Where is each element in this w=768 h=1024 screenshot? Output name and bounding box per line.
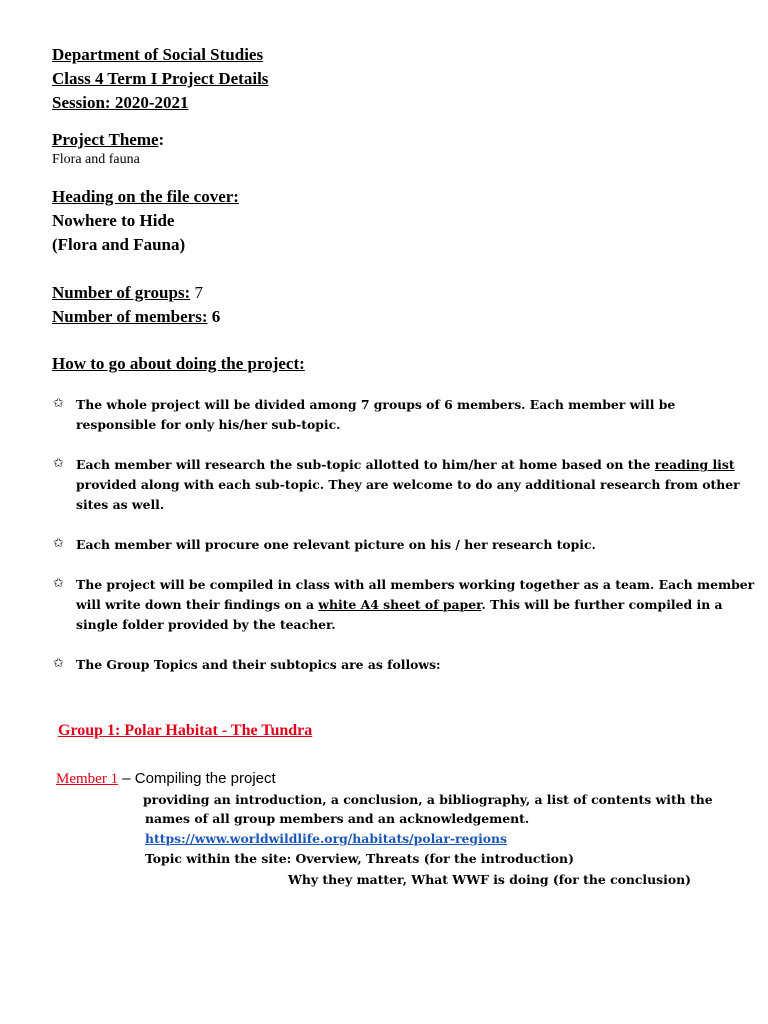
bullet-4-line1: The project will be compiled in class with all members working together as a team. Each member <box>76 577 755 592</box>
member-1-desc-line1: providing an introduction, a conclusion, a bibliography, a list of contents with the <box>143 792 713 807</box>
star-outline-icon: ✩ <box>53 456 64 471</box>
star-outline-icon: ✩ <box>53 536 64 551</box>
bullet-2-text: Each member will research the sub-topic allotted to him/her at home based on the <box>76 457 655 472</box>
bullet-4-line2 <box>76 595 723 615</box>
project-theme-heading <box>52 130 164 150</box>
bullet-2-line1 <box>76 455 735 475</box>
a4-sheet-underline: white A4 sheet of paper <box>318 597 482 612</box>
member-1-topics-line1: Topic within the site: Overview, Threats (for the introduction) <box>145 851 574 866</box>
project-theme-colon: : <box>158 130 165 149</box>
project-theme-label: Project Theme <box>52 130 159 149</box>
project-theme-value: Flora and fauna <box>52 152 140 167</box>
member-1-desc-line2: names of all group members and an acknowledgement. <box>145 811 530 826</box>
bullet-5-line1: The Group Topics and their subtopics are as follows: <box>76 657 441 672</box>
class-term-title: Class 4 Term I Project Details <box>52 69 269 88</box>
members-count-value: 6 <box>211 307 221 326</box>
member-1-topics-line2: Why they matter, What WWF is doing (for the conclusion) <box>288 872 691 887</box>
groups-count-line <box>52 283 203 303</box>
howto-heading: How to go about doing the project: <box>52 354 305 373</box>
groups-count-label: Number of groups: <box>52 283 191 302</box>
bullet-1-line2: responsible for only his/her sub-topic. <box>76 417 341 432</box>
member-1-line <box>56 769 276 788</box>
wwf-polar-link[interactable]: https://www.worldwildlife.org/habitats/polar-regions <box>145 831 508 846</box>
members-count-label: Number of members: <box>52 307 208 326</box>
department-title: Department of Social Studies <box>52 45 264 64</box>
group-1-title: Group 1: Polar Habitat - The Tundra <box>58 722 313 739</box>
cover-heading-line1: Nowhere to Hide <box>52 211 175 230</box>
bullet-2-line3: sites as well. <box>76 497 165 512</box>
bullet-4-text-pre: will write down their findings on a <box>76 597 319 612</box>
session-title: Session: 2020-2021 <box>52 93 189 112</box>
star-outline-icon: ✩ <box>53 656 64 671</box>
bullet-3-line1: Each member will procure one relevant picture on his / her research topic. <box>76 537 596 552</box>
bullet-4-line3: single folder provided by the teacher. <box>76 617 336 632</box>
member-1-task: – Compiling the project <box>118 770 276 787</box>
bullet-1-line1: The whole project will be divided among 7 groups of 6 members. Each member will be <box>76 397 676 412</box>
star-outline-icon: ✩ <box>53 396 64 411</box>
groups-count-value: 7 <box>194 283 203 302</box>
member-1-label: Member 1 <box>56 771 119 787</box>
cover-heading-line2: (Flora and Fauna) <box>52 235 186 254</box>
reading-list-link: reading list <box>654 457 735 472</box>
cover-heading-label: Heading on the file cover: <box>52 187 239 206</box>
members-count-line <box>52 307 220 327</box>
bullet-2-line2: provided along with each sub-topic. They are welcome to do any additional research from other <box>76 477 740 492</box>
bullet-4-text-post: . This will be further compiled in a <box>481 597 723 612</box>
star-outline-icon: ✩ <box>53 576 64 591</box>
